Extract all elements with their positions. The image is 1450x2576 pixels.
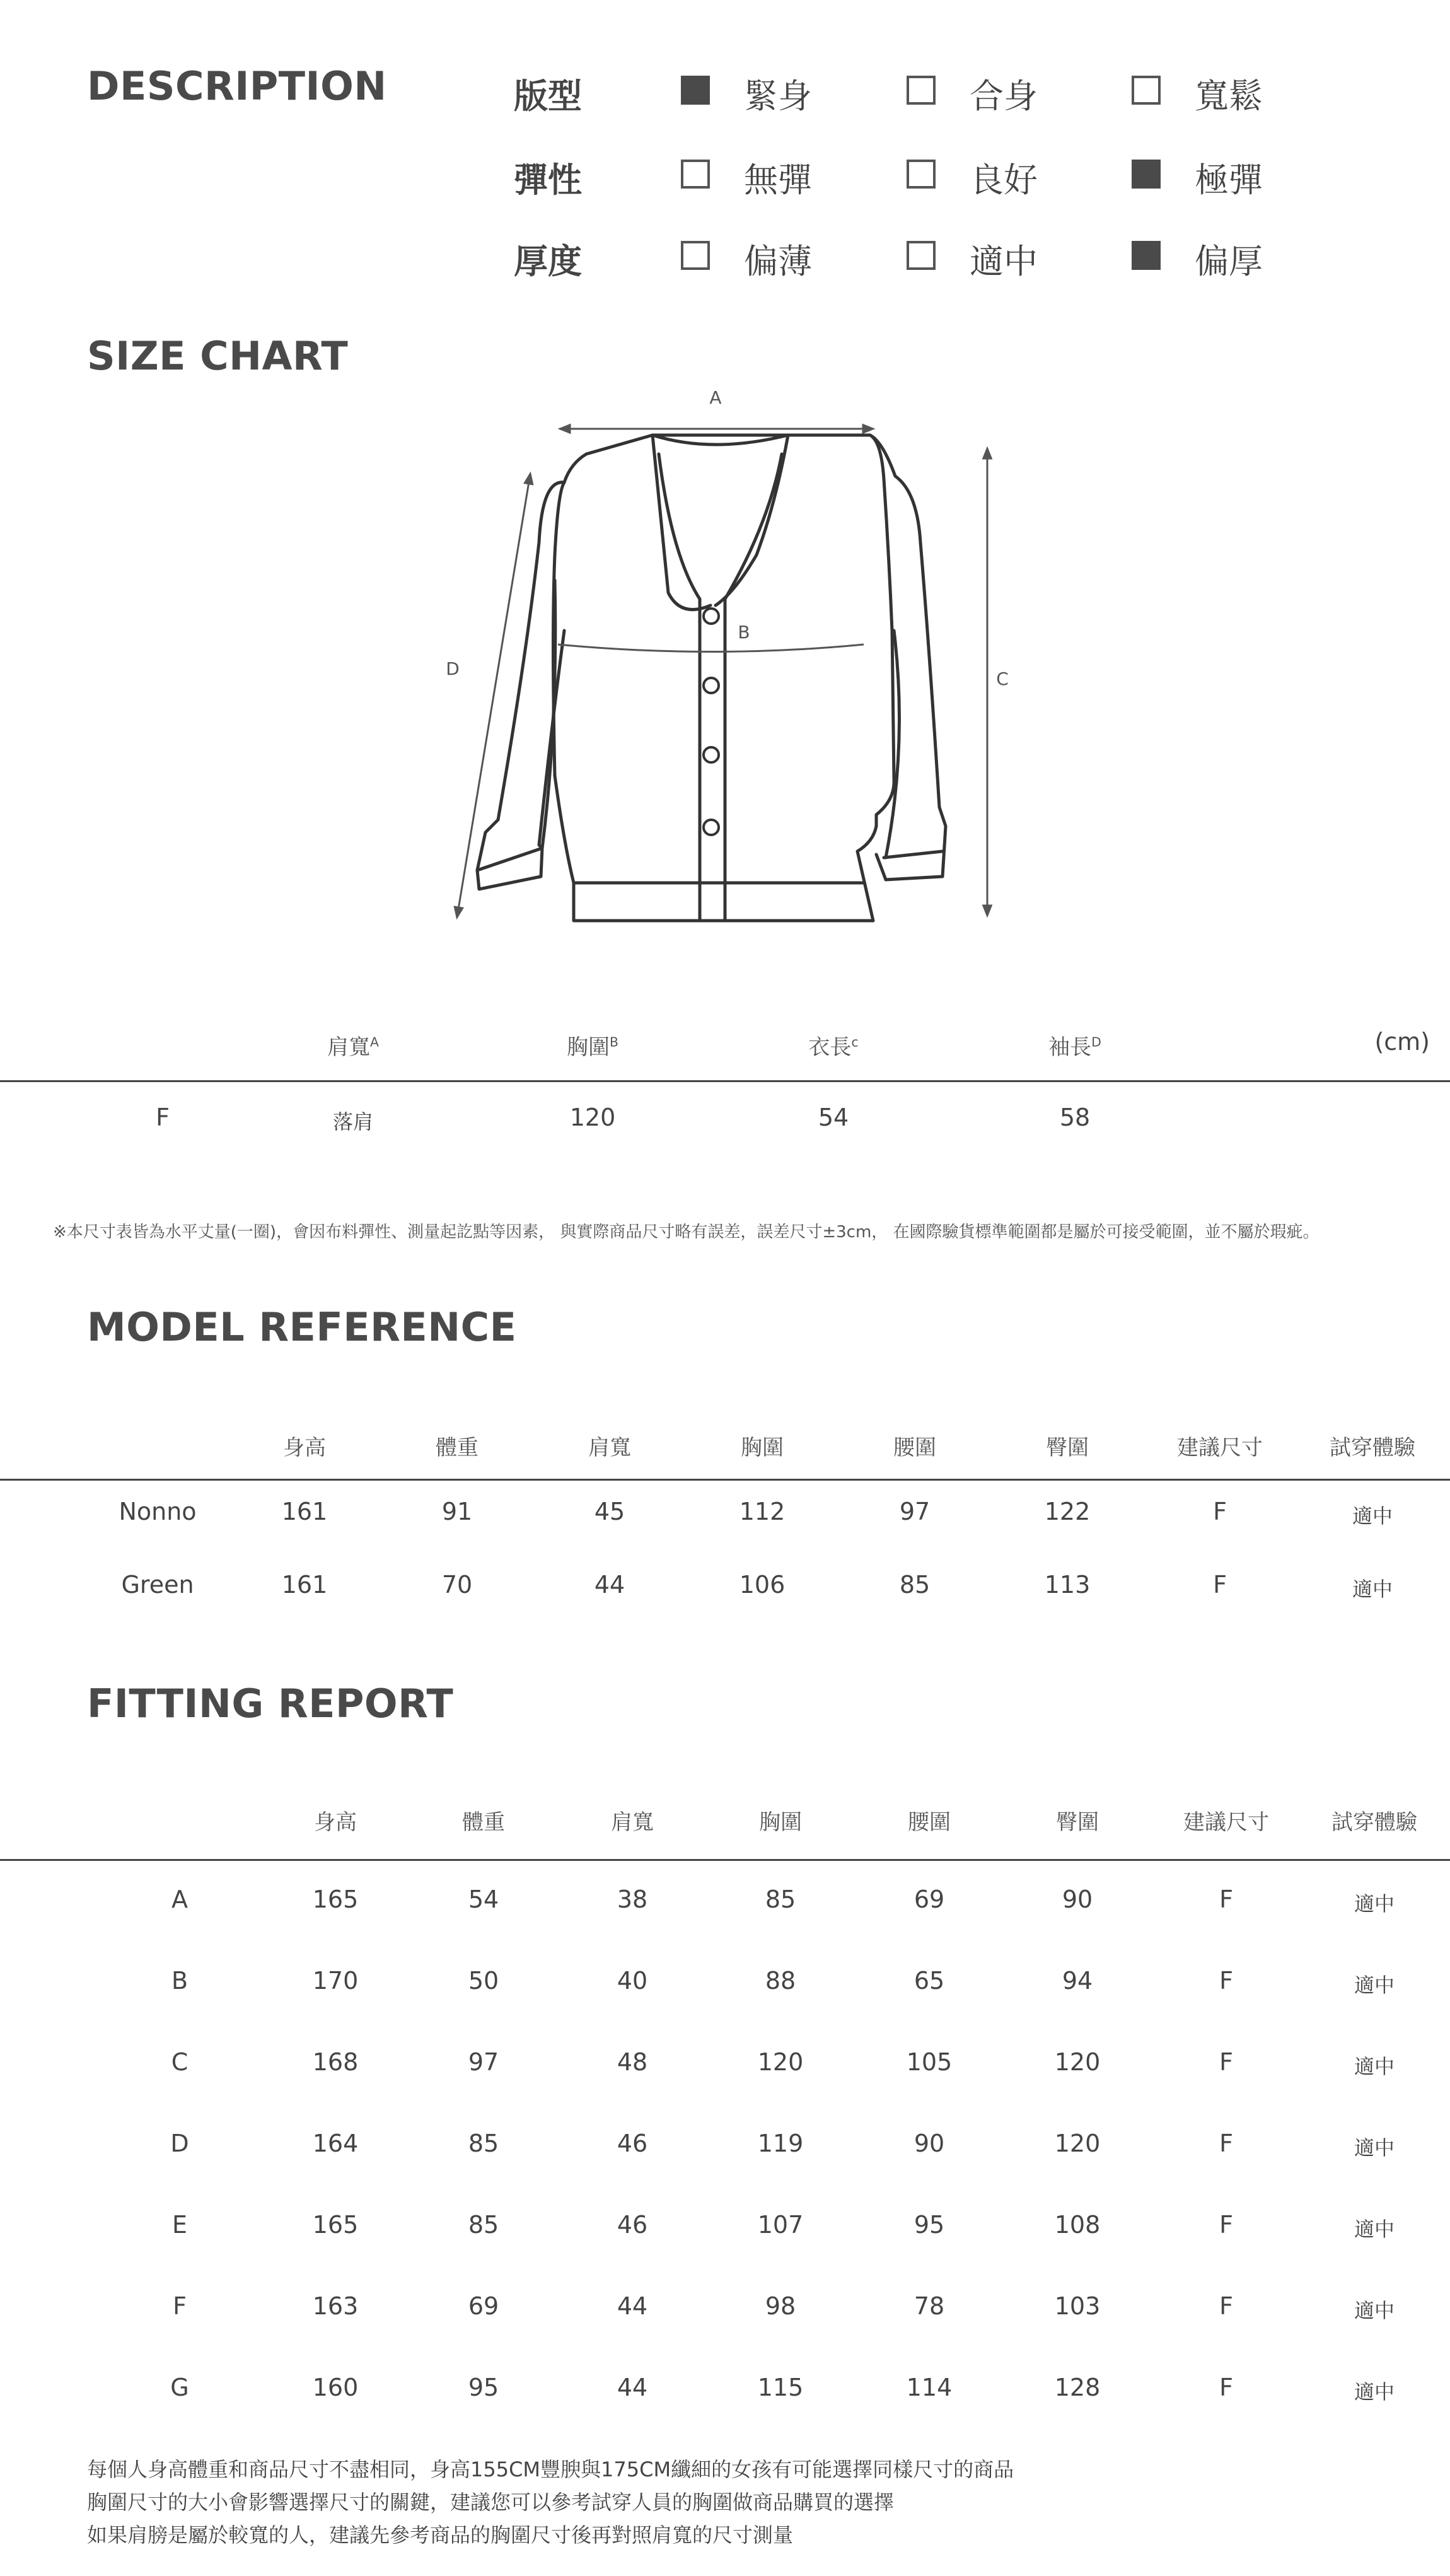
fitting_report-cell: 85 bbox=[468, 2211, 499, 2239]
measure-b-line bbox=[558, 644, 864, 652]
size-cell: 58 bbox=[1059, 1104, 1091, 1131]
model_reference-header-cell: 胸圍 bbox=[741, 1435, 784, 1460]
fitting_report-cell: 54 bbox=[468, 1885, 499, 1913]
fitting_report-row-label: B bbox=[171, 1967, 188, 1995]
fitting_report-header-cell: 身高 bbox=[314, 1810, 357, 1835]
fitting_report-cell: 107 bbox=[757, 2211, 804, 2239]
fitting_report-cell: 165 bbox=[312, 1885, 359, 1913]
fitting_report-cell: 88 bbox=[765, 1967, 796, 1995]
size-cell: 120 bbox=[569, 1104, 616, 1131]
model_reference-cell: 122 bbox=[1044, 1498, 1091, 1525]
button-4 bbox=[704, 820, 719, 835]
description-label: 厚度 bbox=[514, 242, 582, 281]
fitting_report-cell: 103 bbox=[1054, 2292, 1101, 2320]
fitting_report-cell: 40 bbox=[617, 1967, 648, 1995]
description-option-label: 偏厚 bbox=[1195, 242, 1263, 281]
fitting_report-cell: 38 bbox=[617, 1885, 648, 1913]
fitting_report-row-label: C bbox=[171, 2048, 188, 2076]
size-header-cell: 胸圍$^B$ bbox=[567, 1034, 618, 1060]
fitting_report-cell: 120 bbox=[1054, 2130, 1101, 2157]
fitting_report-cell: 108 bbox=[1054, 2211, 1101, 2239]
model_reference-cell: 85 bbox=[899, 1571, 931, 1599]
button-2 bbox=[704, 678, 719, 693]
description-heading: DESCRIPTION bbox=[87, 63, 387, 109]
model_reference-header-cell: 建議尺寸 bbox=[1177, 1435, 1263, 1460]
description-option-label: 寬鬆 bbox=[1195, 76, 1263, 116]
fitting_report-header-cell: 臀圍 bbox=[1056, 1810, 1099, 1835]
model_reference-header-cell: 試穿體驗 bbox=[1330, 1435, 1415, 1460]
fitting_report-header-cell: 肩寬 bbox=[611, 1810, 654, 1835]
fitting_report-cell: 95 bbox=[914, 2211, 945, 2239]
fitting_report-header-cell: 建議尺寸 bbox=[1183, 1810, 1269, 1835]
fitting_report-cell: 164 bbox=[312, 2130, 359, 2157]
fitting_report-row-label: E bbox=[171, 2211, 188, 2239]
model_reference-header-cell: 臀圍 bbox=[1046, 1435, 1089, 1460]
model_reference-cell: 106 bbox=[739, 1571, 786, 1599]
fitting-table-divider bbox=[0, 1859, 1450, 1861]
fitting_report-cell: 95 bbox=[468, 2374, 499, 2401]
size-header-cell: 肩寬$^A$ bbox=[327, 1034, 379, 1060]
fitting_report-header-cell: 體重 bbox=[462, 1810, 505, 1835]
fitting_report-row-label: F bbox=[173, 2292, 187, 2320]
fitting_report-row-label: A bbox=[171, 1885, 188, 1913]
fitting_report-cell: 120 bbox=[1054, 2048, 1101, 2076]
model_reference-header-cell: 體重 bbox=[436, 1435, 478, 1460]
fitting_report-cell: 44 bbox=[617, 2292, 648, 2320]
fitting_report-cell: 65 bbox=[914, 1967, 945, 1995]
size-chart-heading: SIZE CHART bbox=[87, 333, 349, 379]
description-option-label: 良好 bbox=[970, 160, 1038, 200]
measure-d-label: D bbox=[446, 658, 460, 679]
fitting_report-cell: F bbox=[1219, 2211, 1233, 2239]
fitting_report-header-cell: 腰圍 bbox=[908, 1810, 951, 1835]
fitting_report-cell: 98 bbox=[765, 2292, 796, 2320]
model_reference-row-label: Green bbox=[121, 1571, 194, 1599]
size-chart-note: ※本尺寸表皆為水平丈量(一圈)，會因布料彈性、測量起訖點等因素， 與實際商品尺寸略有誤差，誤差尺寸±3cm， 在國際驗貨標準範圍都是屬於可接受範圍，並不屬於瑕疵。 bbox=[53, 1223, 1320, 1242]
model_reference-cell: 161 bbox=[281, 1498, 328, 1525]
fitting_report-cell: 85 bbox=[468, 2130, 499, 2157]
model_reference-cell: 161 bbox=[281, 1571, 328, 1599]
fitting_report-cell: 168 bbox=[312, 2048, 359, 2076]
fitting_report-cell: 適中 bbox=[1354, 2054, 1395, 2078]
model_reference-cell: 97 bbox=[899, 1498, 931, 1525]
fitting_report-cell: 105 bbox=[906, 2048, 953, 2076]
size-header-cell: 袖長$^D$ bbox=[1048, 1034, 1101, 1060]
fitting_report-cell: 適中 bbox=[1354, 2299, 1395, 2322]
fitting_report-cell: 適中 bbox=[1354, 1892, 1395, 1916]
fitting_report-header-cell: 胸圍 bbox=[759, 1810, 802, 1835]
fitting_report-cell: F bbox=[1219, 1967, 1233, 1995]
description-option-label: 緊身 bbox=[744, 76, 812, 116]
fitting_report-row-label: D bbox=[170, 2130, 189, 2157]
fitting_report-cell: 163 bbox=[312, 2292, 359, 2320]
fitting-report-heading: FITTING REPORT bbox=[87, 1681, 454, 1727]
fitting_report-cell: 114 bbox=[906, 2374, 953, 2401]
fitting_report-cell: F bbox=[1219, 2292, 1233, 2320]
model_reference-cell: 113 bbox=[1044, 1571, 1091, 1599]
fitting_report-cell: F bbox=[1219, 2048, 1233, 2076]
description-option-label: 偏薄 bbox=[744, 242, 812, 281]
size-table-divider bbox=[0, 1080, 1450, 1082]
footer-note-line: 每個人身高體重和商品尺寸不盡相同，身高155CM豐腴與175CM纖細的女孩有可能選擇同樣尺寸的商品 bbox=[87, 2457, 1014, 2481]
fitting_report-cell: 78 bbox=[914, 2292, 945, 2320]
size-row-label: F bbox=[156, 1104, 170, 1131]
fitting_report-cell: 160 bbox=[312, 2374, 359, 2401]
model_reference-cell: 45 bbox=[594, 1498, 625, 1525]
fitting_report-cell: 44 bbox=[617, 2374, 648, 2401]
model_reference-cell: 44 bbox=[594, 1571, 625, 1599]
measure-a-label: A bbox=[709, 387, 722, 408]
size-unit: (cm) bbox=[1374, 1028, 1430, 1056]
fitting_report-cell: 適中 bbox=[1354, 1973, 1395, 1997]
fitting_report-cell: 46 bbox=[617, 2130, 648, 2157]
fitting_report-header-cell: 試穿體驗 bbox=[1331, 1810, 1417, 1835]
cardigan-diagram bbox=[0, 0, 1450, 946]
model-table-divider bbox=[0, 1479, 1450, 1481]
model_reference-cell: 適中 bbox=[1352, 1504, 1393, 1528]
fitting_report-cell: 69 bbox=[468, 2292, 499, 2320]
model_reference-header-cell: 身高 bbox=[283, 1435, 326, 1460]
description-option-label: 極彈 bbox=[1195, 160, 1263, 200]
description-label: 彈性 bbox=[514, 160, 582, 200]
fitting_report-cell: 48 bbox=[617, 2048, 648, 2076]
fitting_report-cell: 適中 bbox=[1354, 2217, 1395, 2241]
description-option-label: 適中 bbox=[970, 242, 1038, 281]
fitting_report-cell: 90 bbox=[1062, 1885, 1093, 1913]
description-option-label: 無彈 bbox=[744, 160, 812, 200]
model_reference-cell: F bbox=[1213, 1498, 1227, 1525]
description-label: 版型 bbox=[514, 76, 582, 116]
measure-b-label: B bbox=[738, 622, 750, 643]
footer-note-line: 胸圍尺寸的大小會影響選擇尺寸的關鍵，建議您可以參考試穿人員的胸圍做商品購買的選擇 bbox=[87, 2490, 895, 2514]
fitting_report-cell: 165 bbox=[312, 2211, 359, 2239]
description-option-label: 合身 bbox=[970, 76, 1038, 116]
fitting_report-cell: 69 bbox=[914, 1885, 945, 1913]
model_reference-cell: 112 bbox=[739, 1498, 786, 1525]
fitting_report-cell: F bbox=[1219, 2374, 1233, 2401]
fitting_report-cell: 46 bbox=[617, 2211, 648, 2239]
model_reference-cell: 70 bbox=[441, 1571, 473, 1599]
model_reference-row-label: Nonno bbox=[119, 1498, 197, 1525]
model_reference-cell: 91 bbox=[441, 1498, 473, 1525]
fitting_report-cell: 適中 bbox=[1354, 2136, 1395, 2160]
size-cell: 落肩 bbox=[332, 1110, 374, 1134]
button-1 bbox=[704, 609, 719, 624]
model_reference-cell: F bbox=[1213, 1571, 1227, 1599]
size-cell: 54 bbox=[818, 1104, 849, 1131]
fitting_report-cell: 97 bbox=[468, 2048, 499, 2076]
fitting_report-cell: 119 bbox=[757, 2130, 804, 2157]
fitting_report-cell: 170 bbox=[312, 1967, 359, 1995]
footer-note-line: 如果肩膀是屬於較寬的人，建議先參考商品的胸圍尺寸後再對照肩寬的尺寸測量 bbox=[87, 2523, 794, 2547]
fitting_report-cell: 120 bbox=[757, 2048, 804, 2076]
measure-c-label: C bbox=[996, 668, 1009, 689]
model_reference-header-cell: 腰圍 bbox=[893, 1435, 936, 1460]
model_reference-header-cell: 肩寬 bbox=[588, 1435, 631, 1460]
fitting_report-cell: 90 bbox=[914, 2130, 945, 2157]
fitting_report-cell: 50 bbox=[468, 1967, 499, 1995]
fitting_report-cell: 128 bbox=[1054, 2374, 1101, 2401]
fitting_report-cell: 適中 bbox=[1354, 2380, 1395, 2404]
size-header-cell: 衣長$^c$ bbox=[808, 1034, 859, 1060]
fitting_report-cell: 94 bbox=[1062, 1967, 1093, 1995]
fitting_report-cell: F bbox=[1219, 1885, 1233, 1913]
fitting_report-cell: F bbox=[1219, 2130, 1233, 2157]
button-3 bbox=[704, 747, 719, 762]
model_reference-cell: 適中 bbox=[1352, 1577, 1393, 1601]
fitting_report-row-label: G bbox=[170, 2374, 189, 2401]
model-reference-heading: MODEL REFERENCE bbox=[87, 1304, 517, 1350]
fitting_report-cell: 85 bbox=[765, 1885, 796, 1913]
fitting_report-cell: 115 bbox=[757, 2374, 804, 2401]
